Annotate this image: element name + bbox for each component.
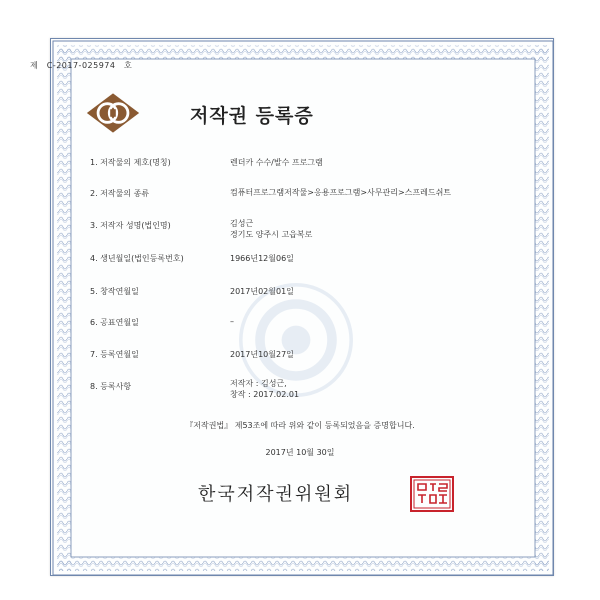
field-value-registration-date: 2017년10월27일 bbox=[230, 350, 294, 359]
field-value-details-author: 저작자 : 김성근, bbox=[230, 379, 287, 388]
registration-number: 제 C-2017-025974 호 bbox=[30, 61, 133, 70]
certification-statement: 『저작권법』 제53조에 따라 위와 같이 등록되었음을 증명합니다. bbox=[185, 421, 415, 430]
field-label-publication-date: 6. 공표연월일 bbox=[90, 318, 139, 327]
field-value-author-address: 경기도 양주시 고읍복로 bbox=[230, 230, 313, 239]
field-value-publication-date: – bbox=[230, 317, 234, 326]
copyright-logo-icon bbox=[85, 91, 141, 135]
field-value-details-creation: 창작 : 2017.02.01 bbox=[230, 390, 300, 399]
field-value-birthdate: 1966년12월06일 bbox=[230, 254, 294, 263]
document-title: 저작권 등록증 bbox=[190, 105, 314, 127]
field-label-registration-details: 8. 등록사항 bbox=[90, 382, 132, 391]
field-label-type: 2. 저작물의 종류 bbox=[90, 189, 150, 198]
field-value-author-name: 김성근 bbox=[230, 219, 254, 228]
official-seal-icon bbox=[410, 476, 454, 512]
field-label-birthdate: 4. 생년월일(법인등록번호) bbox=[90, 254, 184, 263]
field-label-title: 1. 저작물의 제호(명칭) bbox=[90, 158, 171, 167]
issuer-name: 한국저작권위원회 bbox=[198, 484, 354, 505]
field-value-title: 렌더카 수수/발수 프로그램 bbox=[230, 158, 323, 167]
field-label-creation-date: 5. 창작연월일 bbox=[90, 287, 139, 296]
issue-date: 2017년 10월 30일 bbox=[265, 448, 335, 457]
field-value-type: 컴퓨터프로그램저작물>응용프로그램>사무관리>스프레드쉬트 bbox=[230, 188, 452, 197]
field-value-creation-date: 2017년02월01일 bbox=[230, 287, 294, 296]
field-label-author: 3. 저작자 성명(법인명) bbox=[90, 221, 171, 230]
field-label-registration-date: 7. 등록연월일 bbox=[90, 350, 139, 359]
